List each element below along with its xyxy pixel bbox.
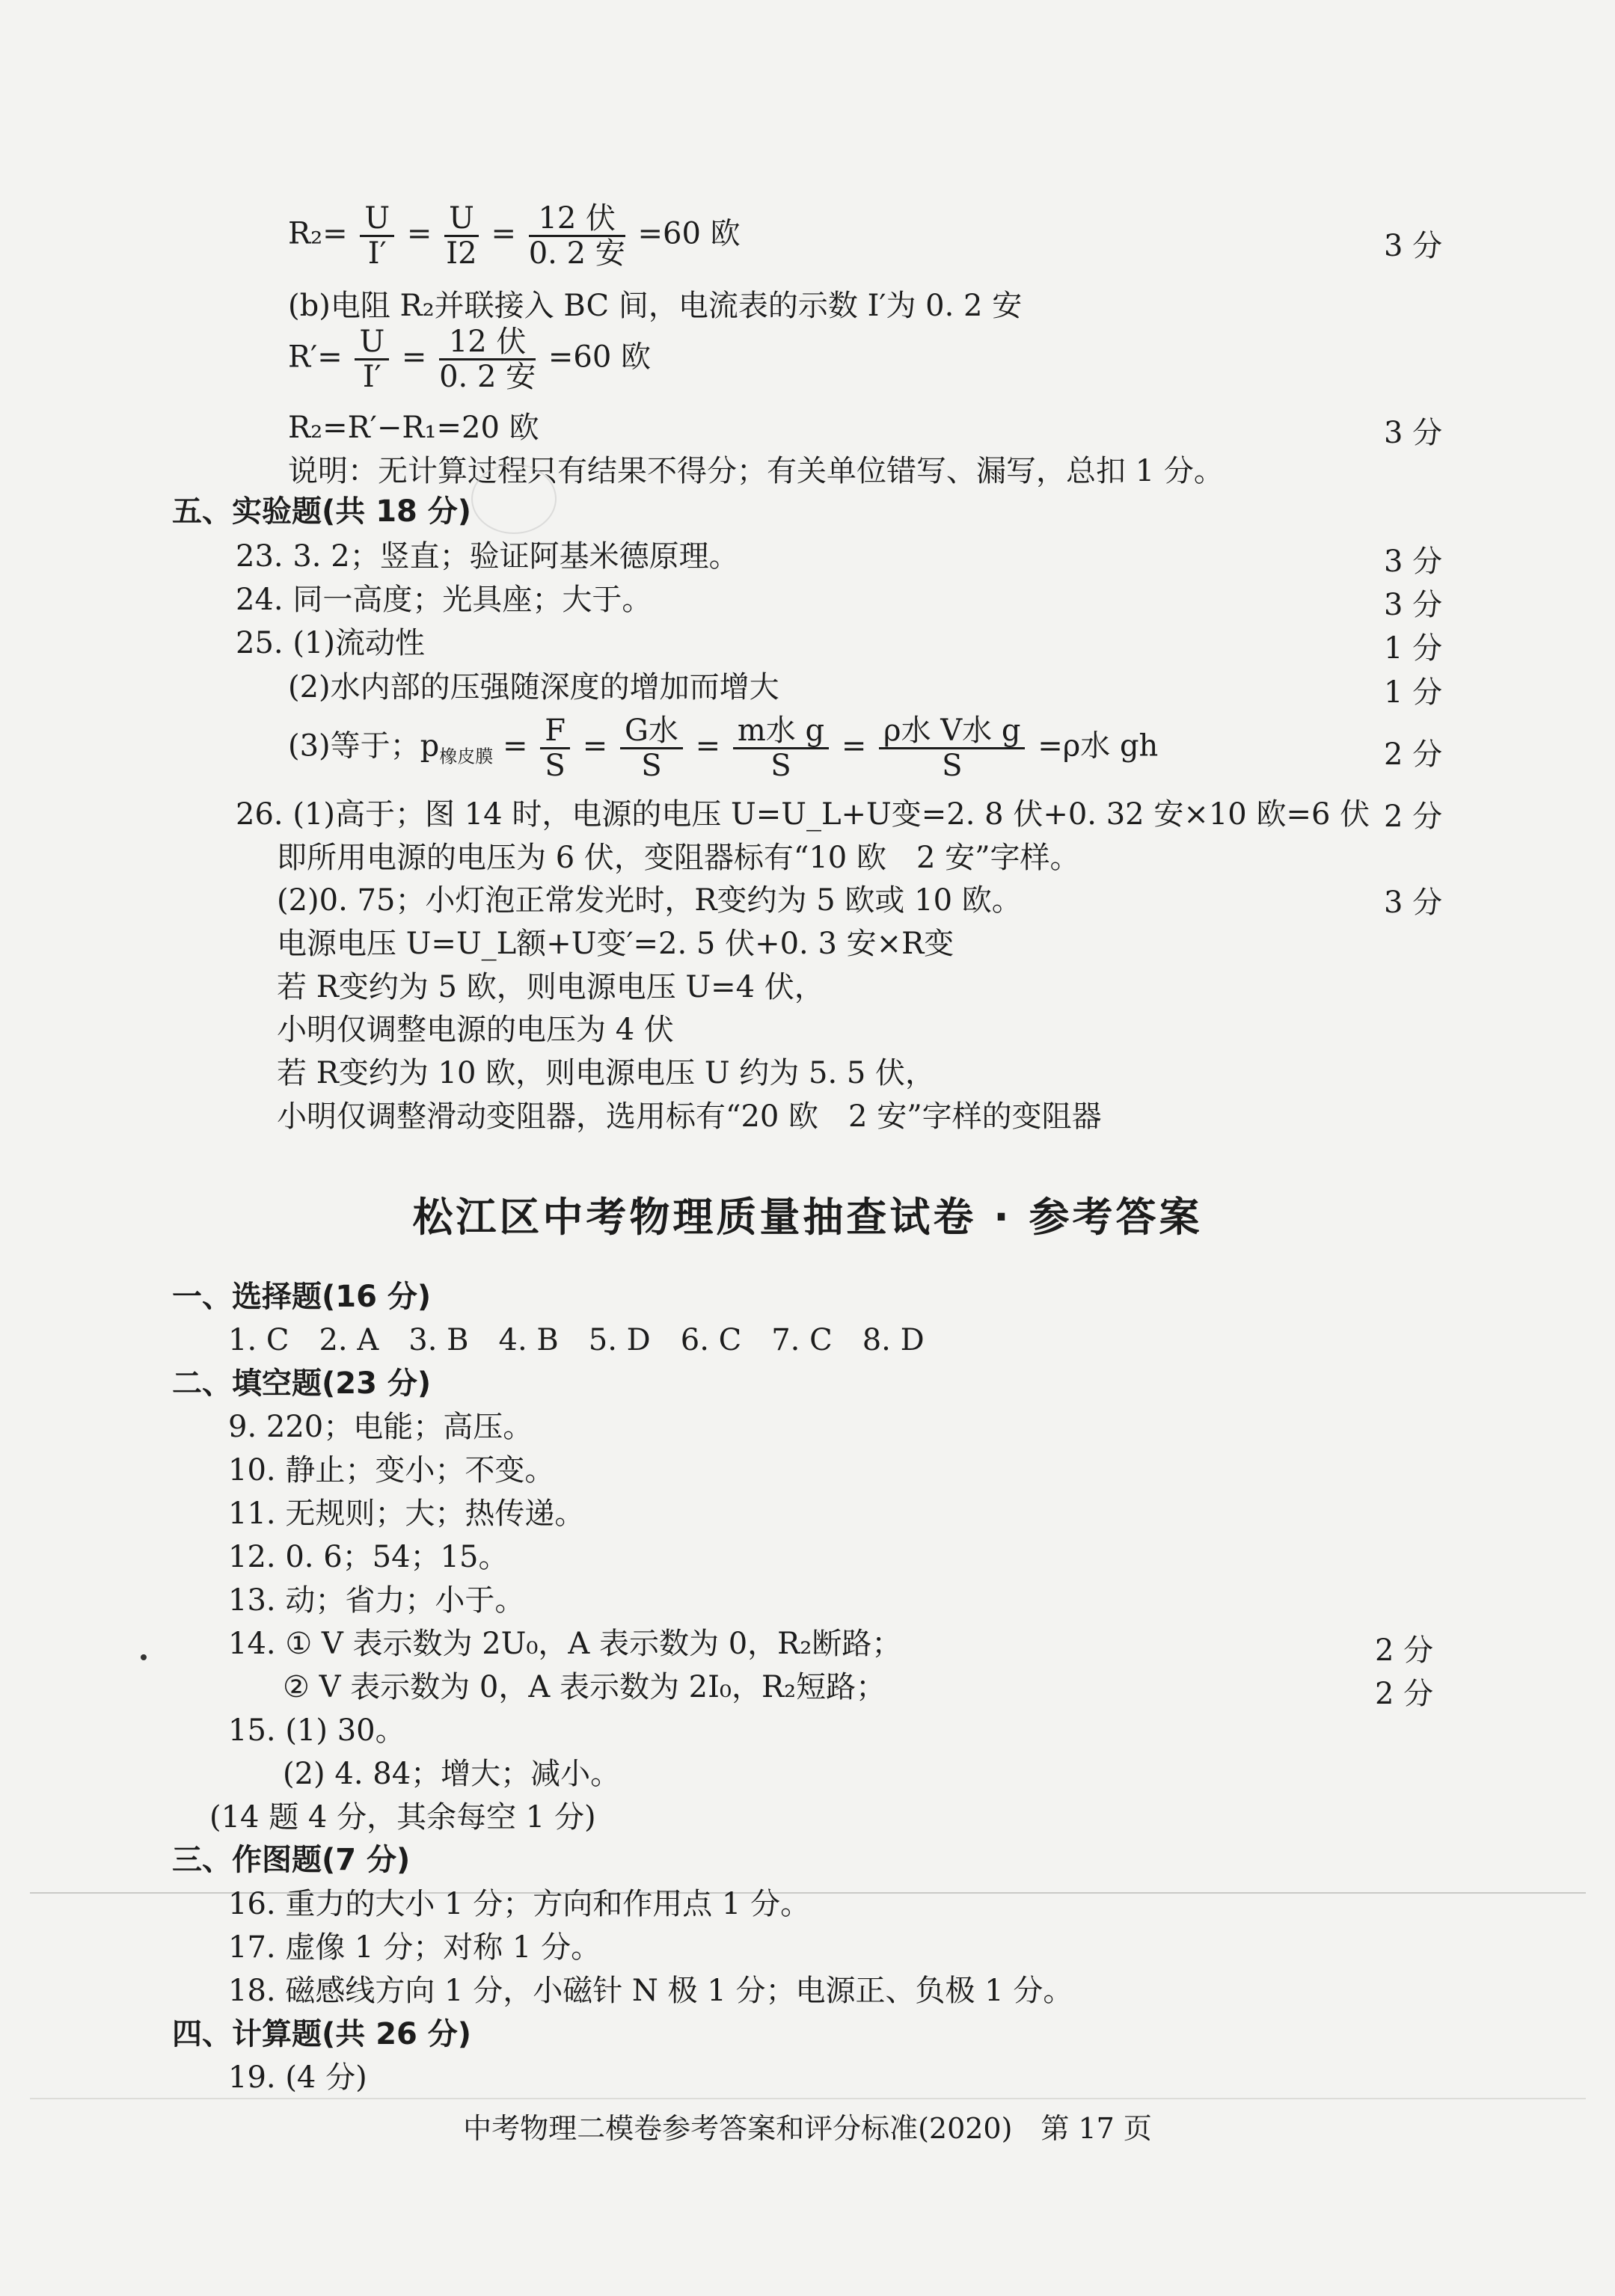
formula-text: R′= (288, 340, 343, 375)
answer-line: 若 R变约为 10 欧，则电源电压 U 约为 5. 5 伏， (277, 1056, 936, 1090)
answer-line: 23. 3. 2；竖直；验证阿基米德原理。 (236, 539, 739, 574)
answer-line: 小明仅调整电源的电压为 4 伏 (277, 1013, 674, 1047)
divider (30, 2098, 1586, 2099)
fraction (355, 325, 389, 393)
answer-line: 24. 同一高度；光具座；大于。 (236, 583, 652, 617)
formula-text: = (401, 340, 427, 375)
formula-text: =60 欧 (548, 340, 652, 375)
r2-formula (288, 202, 741, 270)
answer-line: (2) 4. 84；增大；减小。 (283, 1757, 621, 1791)
answer-line: 25. (1)流动性 (236, 626, 425, 660)
formula-text: = (841, 728, 867, 764)
score: 3 分 (1384, 544, 1443, 579)
section-title: 一、选择题(16 分) (172, 1280, 432, 1314)
note: (14 题 4 分，其余每空 1 分) (209, 1800, 596, 1835)
score: 3 分 (1384, 416, 1443, 450)
answer-line: 12. 0. 6；54；15。 (228, 1540, 509, 1574)
answer-line: 14. ① V 表示数为 2U₀，A 表示数为 0，R₂断路； (228, 1627, 902, 1661)
formula-text: = (502, 728, 528, 764)
denominator: S (770, 749, 791, 783)
answer-line: 若 R变约为 5 欧，则电源电压 U=4 伏， (277, 970, 824, 1004)
fraction (444, 202, 479, 270)
score: 3 分 (1384, 885, 1443, 920)
fraction (879, 714, 1025, 782)
denominator: S (545, 749, 566, 783)
formula-text: =60 欧 (637, 216, 741, 251)
answer-line: 18. 磁感线方向 1 分，小磁针 N 极 1 分；电源正、负极 1 分。 (228, 1974, 1073, 2008)
numerator: F (540, 714, 570, 749)
answer-line: (b)电阻 R₂并联接入 BC 间，电流表的示数 I′为 0. 2 安 (288, 289, 1023, 323)
section-title: 五、实验题(共 18 分) (172, 494, 472, 529)
score: 2 分 (1375, 1633, 1434, 1668)
scan-speck (141, 1654, 147, 1660)
formula-text: = (582, 728, 608, 764)
answer-line: 即所用电源的电压为 6 伏，变阻器标有“10 欧 2 安”字样。 (277, 841, 1080, 875)
formula-text: =ρ水 gh (1038, 728, 1159, 764)
numerator: 12 伏 (439, 325, 536, 360)
answer-line: (2)水内部的压强随深度的增加而增大 (288, 670, 779, 705)
formula-text: R₂= (288, 216, 348, 251)
answer-line: 11. 无规则；大；热传递。 (228, 1497, 585, 1531)
answer-line: 10. 静止；变小；不变。 (228, 1453, 555, 1488)
numerator: U (444, 202, 479, 237)
denominator: 0. 2 安 (439, 360, 536, 394)
formula-text: (3)等于；p (288, 728, 440, 764)
page-title: 松江区中考物理质量抽查试卷 · 参考答案 (412, 1194, 1203, 1241)
score: 2 分 (1384, 737, 1443, 772)
denominator: I2 (446, 236, 477, 271)
fraction (733, 714, 829, 782)
score: 3 分 (1384, 229, 1443, 263)
answer-line: 13. 动；省力；小于。 (228, 1583, 525, 1618)
score: 1 分 (1384, 631, 1443, 666)
numerator: U (360, 202, 394, 237)
fraction (439, 325, 536, 393)
denominator: I′ (367, 236, 387, 271)
fraction (540, 714, 570, 782)
answer-line: 9. 220；电能；高压。 (228, 1410, 533, 1444)
numerator: U (355, 325, 389, 360)
pressure-formula (288, 714, 1158, 782)
score: 2 分 (1375, 1677, 1434, 1711)
score: 2 分 (1384, 799, 1443, 834)
answer-line: 电源电压 U=U_L额+U变′=2. 5 伏+0. 3 安×R变 (277, 927, 954, 961)
fraction (529, 202, 625, 270)
formula-text: = (695, 728, 721, 764)
numerator: G水 (620, 714, 683, 749)
rprime-formula (288, 325, 651, 393)
section-title: 四、计算题(共 26 分) (172, 2017, 472, 2051)
note: 说明：无计算过程只有结果不得分；有关单位错写、漏写，总扣 1 分。 (288, 454, 1224, 488)
score: 3 分 (1384, 588, 1443, 622)
denominator: 0. 2 安 (528, 236, 625, 271)
denominator: S (641, 749, 662, 783)
score: 1 分 (1384, 675, 1443, 710)
stamp-mark (471, 464, 557, 534)
subscript: 橡皮膜 (439, 746, 494, 767)
answer-line: 1. C 2. A 3. B 4. B 5. D 6. C 7. C 8. D (228, 1323, 925, 1357)
answer-line: (2)0. 75；小灯泡正常发光时，R变约为 5 欧或 10 欧。 (277, 883, 1022, 918)
section-title: 二、填空题(23 分) (172, 1366, 432, 1401)
section-title: 三、作图题(7 分) (172, 1843, 411, 1877)
answer-line: R₂=R′−R₁=20 欧 (288, 411, 539, 445)
denominator: S (942, 749, 963, 783)
answer-line: ② V 表示数为 0，A 表示数为 2I₀，R₂短路； (283, 1670, 886, 1704)
page-footer: 中考物理二模卷参考答案和评分标准(2020) 第 17 页 (463, 2112, 1152, 2145)
fraction (360, 202, 394, 270)
denominator: I′ (362, 360, 381, 394)
answer-line: 16. 重力的大小 1 分；方向和作用点 1 分。 (228, 1887, 811, 1921)
fraction (620, 714, 683, 782)
formula-text: = (406, 216, 432, 251)
numerator: m水 g (733, 714, 829, 749)
answer-line: 19. (4 分) (228, 2060, 367, 2095)
numerator: ρ水 V水 g (879, 714, 1025, 749)
formula-text: = (491, 216, 517, 251)
numerator: 12 伏 (529, 202, 625, 237)
answer-line: 小明仅调整滑动变阻器，选用标有“20 欧 2 安”字样的变阻器 (277, 1099, 1102, 1134)
answer-line: 26. (1)高于；图 14 时，电源的电压 U=U_L+U变=2. 8 伏+0. 32 安×10 欧=6 伏 (236, 797, 1370, 832)
answer-line: 17. 虚像 1 分；对称 1 分。 (228, 1930, 601, 1965)
answer-line: 15. (1) 30。 (228, 1713, 405, 1748)
